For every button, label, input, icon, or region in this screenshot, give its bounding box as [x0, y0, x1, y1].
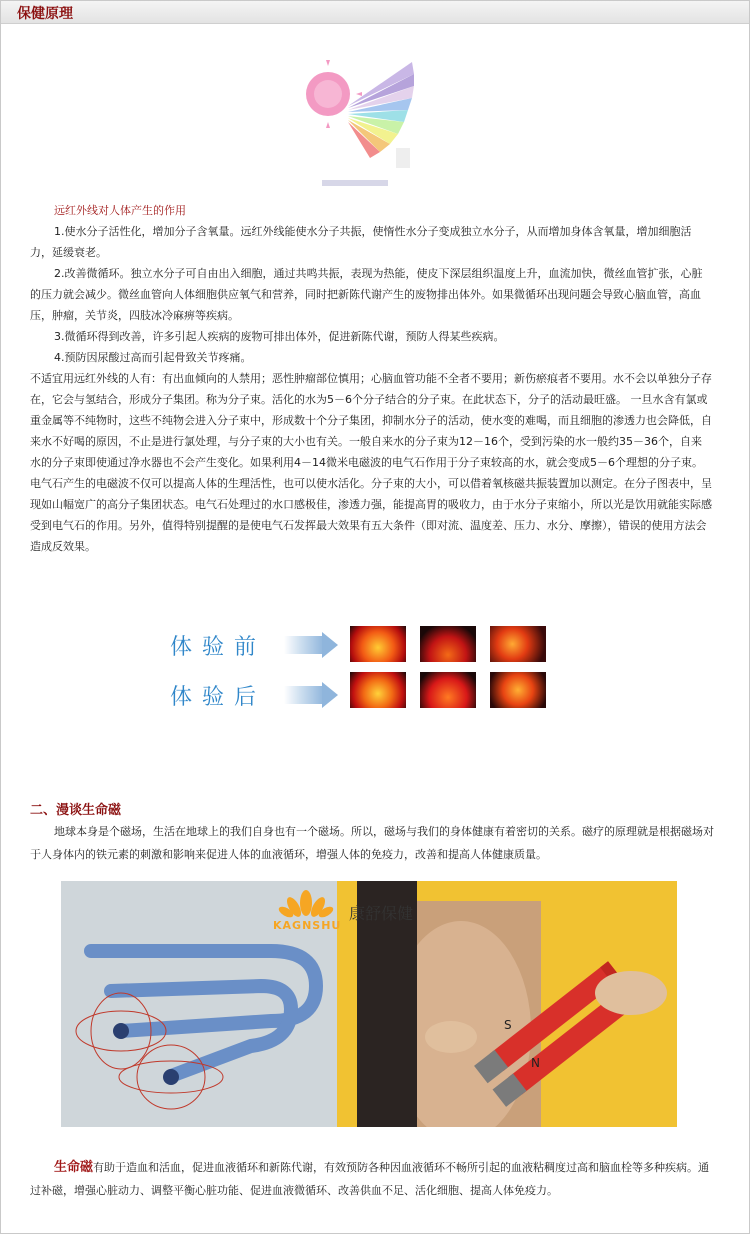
after-label: 体验后 [170, 685, 267, 710]
point-3: 3.微循环得到改善，许多引起人疾病的废物可排出体外，促进新陈代谢，预防人得某些疾病。 [54, 330, 505, 343]
before-arrow-icon [322, 632, 338, 658]
body-paragraph: 不适宜用远红外线的人有：有出血倾向的人禁用；恶性肿瘤部位慎用；心脑血管功能不全者不要用；新伤瘀痕者不要用。水不会以单独分子存在，它会与氢结合，形成分子集团。称为分子束。活化的水为5－6个分子结合的分子束。在此状态下，分子的活动最旺盛。 一旦水含有氯或重金属等不纯物时，这些不纯物会进入分子束中，形成数十个分子集团，抑制水分子的活动，使水变的难喝，而且细胞的渗透力也会降低，自来水不好喝的原因，不止是进行氯处理，与分子束的大小也有关。一般自来水的分子束为12－16个，受到污染的水一般约35－36个，自来水的分子束即使通过净水器也不会产生变化。如果利用4－14微米电磁波的电气石作用于分子束较高的水，就会变成5－6个理想的分子束。电气石产生的电磁波不仅可以提高人体的生理活性，也可以使水活化。分子束的大小，可以借着氧核磁共振装置加以测定。在分子图表中，呈现如山幅宽广的高分子集团状态。电气石处理过的水口感极佳，渗透力强，能提高胃的吸收力，由于水分子束缩小，所以光是饮用就能实际感受到电气石的作用。另外，值得特别提醒的是使电气石发挥最大效果有五大条件（即对流、温度差、压力、水分、摩擦），错误的使用方法会造成反效果。 [30, 372, 712, 553]
magnet-photo [61, 881, 677, 1127]
logo-chinese: 康舒保健 [349, 904, 414, 923]
after-arrow-icon [322, 682, 338, 708]
closing-paragraph [30, 1156, 716, 1202]
point-1: 1.使水分子活性化，增加分子含氧量。远红外线能使水分子共振，使惰性水分子变成独立水分子，从而增加身体含氧量，增加细胞活力，延缓衰老。 [30, 225, 692, 259]
thermal-legs-before [490, 626, 546, 662]
thermal-feet-before [420, 626, 476, 662]
before-arrow [284, 636, 324, 654]
thermal-hands-before [350, 626, 406, 662]
thermal-feet-after [420, 672, 476, 708]
intro-heading: 远红外线对人体产生的作用 [54, 204, 186, 217]
section-2-paragraph: 地球本身是个磁场，生活在地球上的我们自身也有一个磁场。所以，磁场与我们的身体健康有着密切的关系。磁疗的原理就是根据磁场对于人身体内的铁元素的刺激和影响来促进人体的血液循环，增强人体的免疫力，改善和提高人体健康质量。 [30, 825, 714, 861]
after-arrow [284, 686, 324, 704]
logo-english: KAGNSHU [273, 919, 342, 932]
magnet-s-label: S [504, 1018, 512, 1032]
point-4: 4.预防因尿酸过高而引起骨致关节疼痛。 [54, 351, 252, 364]
lotus-logo-icon [276, 889, 336, 919]
closing-text: 有助于造血和活血，促进血液循环和新陈代谢，有效预防各种因血液循环不畅所引起的血液粘稠度过高和脑血栓等多种疾病。通过补磁，增强心脏动力、调整平衡心脏功能、促进血液微循环、改善供血不足、活化细胞、提高人体免疫力。 [30, 1161, 710, 1197]
section-2-title: 二、漫谈生命磁 [30, 803, 122, 818]
spectrum-diagram [300, 58, 416, 194]
page-title: 保健原理 [17, 6, 73, 22]
magnet-n-label: N [531, 1056, 540, 1070]
section-header [1, 1, 749, 24]
thermal-hands-after [350, 672, 406, 708]
before-label: 体验前 [170, 635, 267, 660]
closing-highlight: 生命磁 [54, 1160, 94, 1175]
point-2: 2.改善微循环。独立水分子可自由出入细胞，通过共鸣共振，表现为热能，使皮下深层组织温度上升，血流加快，微丝血管扩张，心脏的压力就会减少。微丝血管向人体细胞供应氧气和营养，同时把新陈代谢产生的废物排出体外。如果微循环出现问题会导致心脑血管，高血压，肿瘤，关节炎，四肢冰冷麻痹等疾病。 [30, 267, 703, 322]
thermal-legs-after [490, 672, 546, 708]
